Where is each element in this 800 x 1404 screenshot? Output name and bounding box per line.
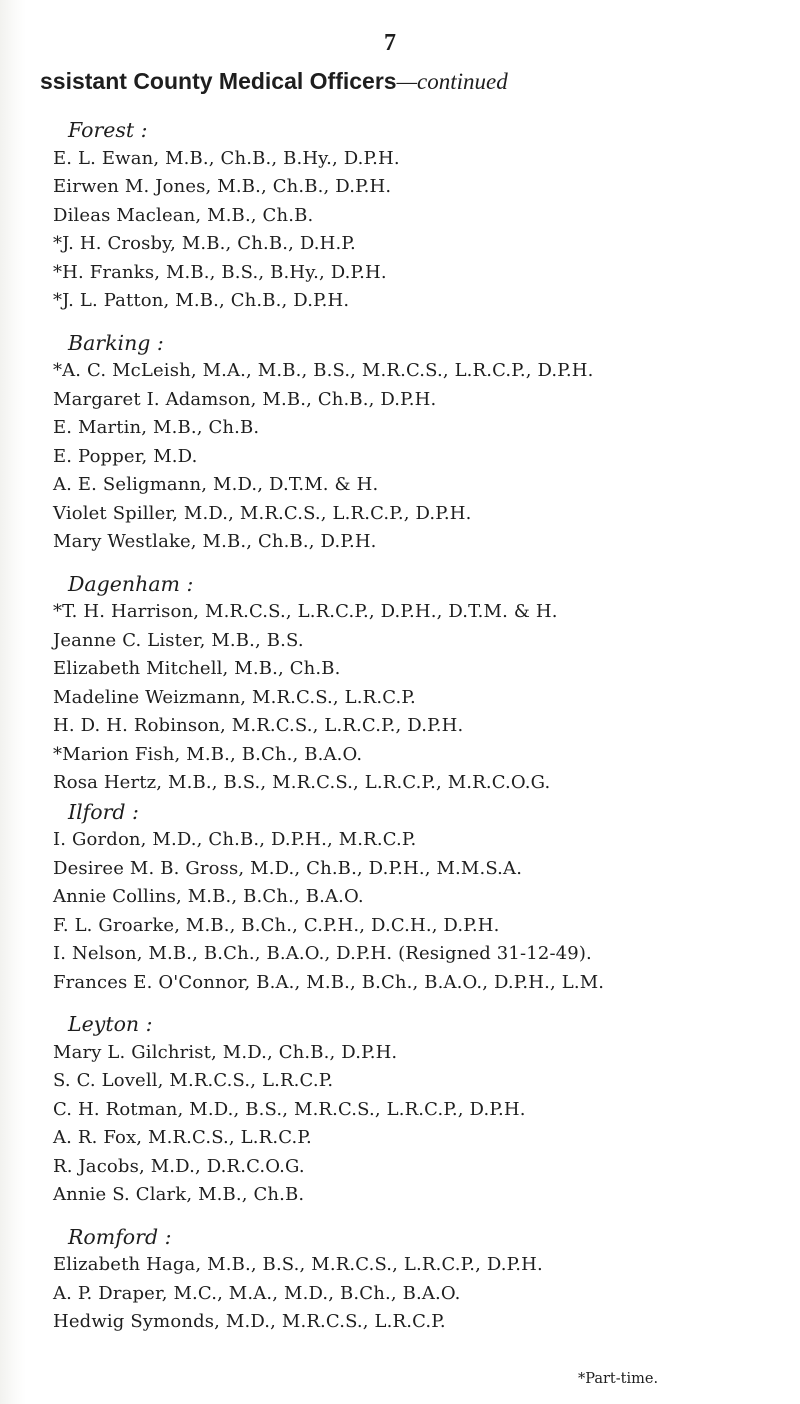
officer-entry: Mary Westlake, M.B., Ch.B., D.P.H. — [53, 531, 377, 552]
officer-entry: *H. Franks, M.B., B.S., B.Hy., D.P.H. — [53, 261, 387, 283]
officer-entry: A. P. Draper, M.C., M.A., M.D., B.Ch., B.A.O. — [53, 1282, 461, 1304]
section-gap — [48, 1210, 793, 1223]
officer-entry: F. L. Groarke, M.B., B.Ch., C.P.H., D.C.H., D.P.H. — [53, 914, 500, 936]
section-title: Ilford : — [68, 799, 139, 824]
page-gutter-shadow — [0, 0, 26, 1404]
officer-entry: Hedwig Symonds, M.D., M.R.C.S., L.R.C.P. — [53, 1311, 446, 1332]
page-number: 7 — [384, 30, 396, 56]
footnote-part-time: *Part-time. — [578, 1371, 659, 1387]
officer-entry: *J. L. Patton, M.B., Ch.B., D.P.H. — [53, 290, 350, 311]
officer-entry: A. R. Fox, M.R.C.S., L.R.C.P. — [53, 1127, 312, 1148]
officer-entry: E. L. Ewan, M.B., Ch.B., B.Hy., D.P.H. — [53, 147, 400, 169]
officer-entry: R. Jacobs, M.D., D.R.C.O.G. — [53, 1155, 305, 1177]
officer-entry: A. E. Seligmann, M.D., D.T.M. & H. — [53, 474, 379, 495]
officer-entry: I. Gordon, M.D., Ch.B., D.P.H., M.R.C.P. — [53, 829, 417, 850]
officer-entry: E. Martin, M.B., Ch.B. — [53, 417, 260, 438]
officer-entry: Elizabeth Haga, M.B., B.S., M.R.C.S., L.R.C.P., D.P.H. — [53, 1254, 543, 1275]
officer-entry: I. Nelson, M.B., B.Ch., B.A.O., D.P.H. (Resigned 31-12-49). — [53, 943, 592, 964]
officer-entry: Eirwen M. Jones, M.B., Ch.B., D.P.H. — [53, 176, 392, 197]
officer-entry: Madeline Weizmann, M.R.C.S., L.R.C.P. — [53, 686, 416, 708]
header-title: ssistant County Medical Officers — [40, 68, 397, 94]
section-dagenham — [48, 570, 793, 798]
officer-entry: Violet Spiller, M.D., M.R.C.S., L.R.C.P., D.P.H. — [53, 502, 472, 524]
officer-entry: *T. H. Harrison, M.R.C.S., L.R.C.P., D.P.H., D.T.M. & H. — [53, 601, 558, 622]
officer-listing — [48, 116, 793, 1337]
officer-entry: Annie Collins, M.B., B.Ch., B.A.O. — [53, 886, 364, 907]
section-leyton — [48, 1010, 793, 1210]
section-romford — [48, 1223, 793, 1337]
section-barking — [48, 329, 793, 557]
section-title: Leyton : — [68, 1012, 153, 1036]
officer-entry: H. D. H. Robinson, M.R.C.S., L.R.C.P., D.P.H. — [53, 715, 464, 736]
officer-entry: Margaret I. Adamson, M.B., Ch.B., D.P.H. — [53, 388, 437, 410]
officer-entry: Jeanne C. Lister, M.B., B.S. — [53, 629, 304, 651]
section-title: Dagenham : — [68, 571, 194, 596]
officer-entry: Frances E. O'Connor, B.A., M.B., B.Ch., B.A.O., D.P.H., L.M. — [53, 971, 605, 993]
section-title: Forest : — [68, 118, 148, 142]
officer-entry: Desiree M. B. Gross, M.D., Ch.B., D.P.H., M.M.S.A. — [53, 857, 523, 879]
officer-entry: E. Popper, M.D. — [53, 445, 198, 467]
section-gap — [48, 557, 793, 570]
header-continued: —continued — [396, 69, 508, 94]
section-title: Romford : — [68, 1224, 172, 1249]
officer-entry: S. C. Lovell, M.R.C.S., L.R.C.P. — [53, 1070, 334, 1091]
officer-entry: C. H. Rotman, M.D., B.S., M.R.C.S., L.R.C.P., D.P.H. — [53, 1098, 526, 1120]
section-ilford — [48, 798, 793, 998]
officer-entry: *J. H. Crosby, M.B., Ch.B., D.H.P. — [53, 233, 356, 254]
officer-entry: *A. C. McLeish, M.A., M.B., B.S., M.R.C.S., L.R.C.P., D.P.H. — [53, 360, 594, 381]
officer-entry: Elizabeth Mitchell, M.B., Ch.B. — [53, 658, 341, 679]
officer-entry: Rosa Hertz, M.B., B.S., M.R.C.S., L.R.C.P., M.R.C.O.G. — [53, 772, 551, 793]
officer-entry: Annie S. Clark, M.B., Ch.B. — [53, 1184, 305, 1205]
section-gap — [48, 997, 793, 1010]
officer-entry: Dileas Maclean, M.B., Ch.B. — [53, 204, 314, 226]
section-gap — [48, 316, 793, 329]
section-title: Barking : — [68, 330, 164, 355]
section-forest — [48, 116, 793, 316]
officer-entry: *Marion Fish, M.B., B.Ch., B.A.O. — [53, 743, 363, 765]
officer-entry: Mary L. Gilchrist, M.D., Ch.B., D.P.H. — [53, 1041, 398, 1063]
page-header — [40, 68, 508, 95]
